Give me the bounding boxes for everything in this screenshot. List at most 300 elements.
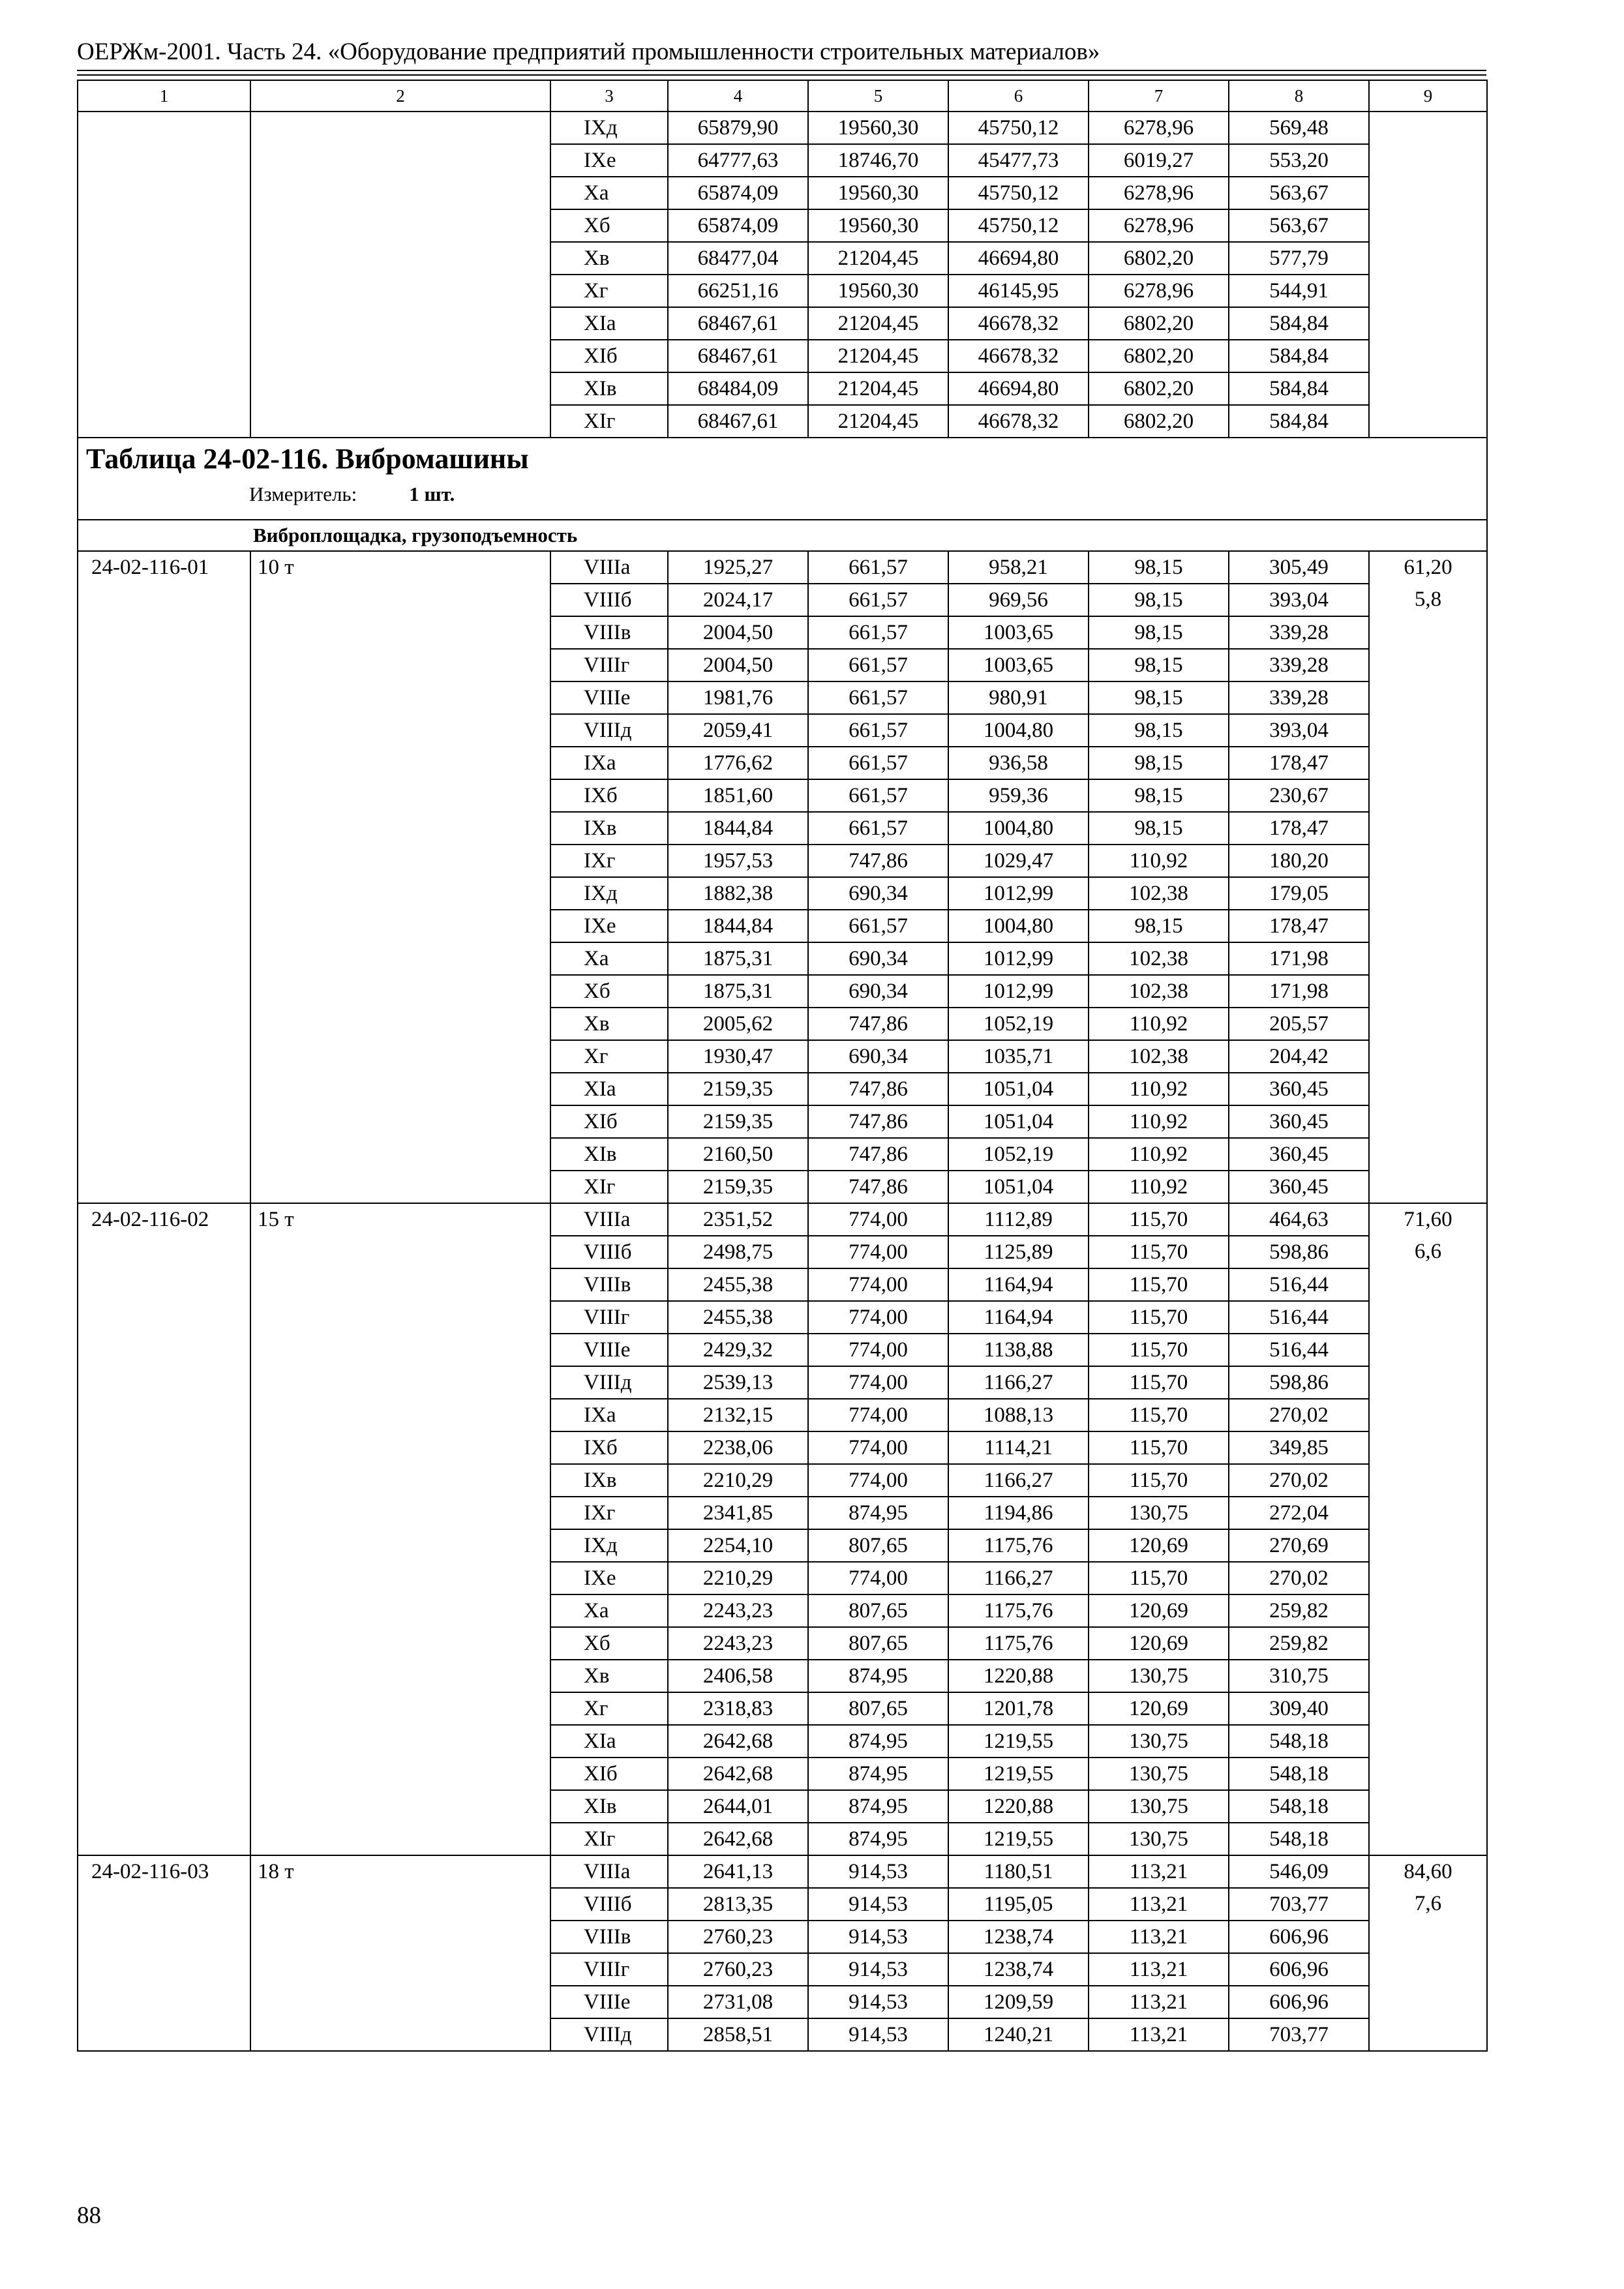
empty-cell [250, 340, 550, 372]
empty-cell [250, 714, 550, 747]
price-cell: 1240,21 [948, 2018, 1089, 2051]
empty-cell [78, 1073, 250, 1105]
price-cell: 2642,68 [668, 1758, 808, 1790]
price-cell: 959,36 [948, 779, 1089, 812]
price-cell: 1051,04 [948, 1073, 1089, 1105]
price-cell: 98,15 [1089, 649, 1229, 681]
empty-cell [1369, 1008, 1487, 1040]
row-class: Xг [550, 1692, 668, 1725]
price-cell: 68467,61 [668, 340, 808, 372]
price-cell: 393,04 [1229, 714, 1369, 747]
price-cell: 874,95 [808, 1823, 948, 1855]
empty-cell [1369, 681, 1487, 714]
price-cell: 1180,51 [948, 1855, 1089, 1888]
price-cell: 690,34 [808, 877, 948, 910]
price-cell: 2760,23 [668, 1953, 808, 1986]
empty-cell [250, 1268, 550, 1301]
row-class: Xа [550, 1594, 668, 1627]
price-cell: 2254,10 [668, 1529, 808, 1562]
price-cell: 548,18 [1229, 1790, 1369, 1823]
empty-cell [250, 584, 550, 616]
price-cell: 1052,19 [948, 1008, 1089, 1040]
empty-cell [1369, 372, 1487, 405]
table-title: Таблица 24-02-116. Вибромашины [86, 443, 529, 475]
table-row [78, 340, 1487, 372]
table-row [78, 812, 1487, 845]
price-cell: 6802,20 [1089, 307, 1229, 340]
price-cell: 6278,96 [1089, 112, 1229, 144]
column-number-row [78, 80, 1487, 112]
price-cell: 2644,01 [668, 1790, 808, 1823]
price-cell: 1209,59 [948, 1986, 1089, 2018]
table-row [78, 714, 1487, 747]
price-cell: 563,67 [1229, 209, 1369, 242]
price-cell: 360,45 [1229, 1138, 1369, 1171]
empty-cell [1369, 1594, 1487, 1627]
col9-value: 7,6 [1369, 1888, 1487, 1921]
price-cell: 914,53 [808, 1855, 948, 1888]
empty-cell [78, 1594, 250, 1627]
price-cell: 661,57 [808, 812, 948, 845]
price-cell: 661,57 [808, 910, 948, 942]
price-cell: 606,96 [1229, 1921, 1369, 1953]
row-class: IXа [550, 1399, 668, 1431]
table-row [78, 1268, 1487, 1301]
unit-value: 1 шт. [409, 483, 455, 505]
table-row [78, 1692, 1487, 1725]
row-class: VIIIв [550, 1921, 668, 1953]
row-class: VIIIг [550, 649, 668, 681]
table-row [78, 242, 1487, 275]
table-row [78, 1334, 1487, 1366]
price-cell: 21204,45 [808, 242, 948, 275]
empty-cell [78, 1823, 250, 1855]
empty-cell [78, 1921, 250, 1953]
table-row [78, 1758, 1487, 1790]
empty-cell [250, 177, 550, 209]
table-row [78, 372, 1487, 405]
price-cell: 113,21 [1089, 1986, 1229, 2018]
price-cell: 360,45 [1229, 1171, 1369, 1203]
empty-cell [250, 616, 550, 649]
price-cell: 1004,80 [948, 910, 1089, 942]
price-cell: 2455,38 [668, 1301, 808, 1334]
empty-cell [78, 209, 250, 242]
price-cell: 98,15 [1089, 584, 1229, 616]
empty-cell [78, 1725, 250, 1758]
empty-cell [250, 1758, 550, 1790]
price-cell: 577,79 [1229, 242, 1369, 275]
price-cell: 21204,45 [808, 340, 948, 372]
column-number: 7 [1089, 80, 1229, 112]
empty-cell [250, 975, 550, 1008]
price-cell: 115,70 [1089, 1203, 1229, 1236]
price-cell: 958,21 [948, 551, 1089, 584]
table-row [78, 584, 1487, 616]
empty-cell [250, 747, 550, 779]
empty-cell [250, 275, 550, 307]
table-row [78, 2018, 1487, 2051]
price-cell: 110,92 [1089, 1171, 1229, 1203]
price-cell: 690,34 [808, 1040, 948, 1073]
price-cell: 874,95 [808, 1725, 948, 1758]
empty-cell [1369, 812, 1487, 845]
price-cell: 1003,65 [948, 616, 1089, 649]
table-row [78, 1464, 1487, 1497]
price-cell: 45750,12 [948, 112, 1089, 144]
empty-cell [1369, 307, 1487, 340]
price-cell: 46694,80 [948, 242, 1089, 275]
price-cell: 774,00 [808, 1464, 948, 1497]
empty-cell [250, 372, 550, 405]
table-row [78, 1627, 1487, 1660]
price-cell: 1051,04 [948, 1171, 1089, 1203]
price-cell: 19560,30 [808, 209, 948, 242]
price-cell: 339,28 [1229, 681, 1369, 714]
price-cell: 18746,70 [808, 144, 948, 177]
empty-cell [250, 1725, 550, 1758]
price-cell: 130,75 [1089, 1758, 1229, 1790]
price-cell: 546,09 [1229, 1855, 1369, 1888]
empty-cell [78, 910, 250, 942]
price-cell: 45750,12 [948, 209, 1089, 242]
column-number: 9 [1369, 80, 1487, 112]
empty-cell [78, 584, 250, 616]
price-cell: 21204,45 [808, 307, 948, 340]
table-row [78, 551, 1487, 584]
row-class: Xа [550, 177, 668, 209]
price-cell: 305,49 [1229, 551, 1369, 584]
empty-cell [1369, 1953, 1487, 1986]
price-cell: 563,67 [1229, 177, 1369, 209]
price-cell: 774,00 [808, 1203, 948, 1236]
column-number: 8 [1229, 80, 1369, 112]
empty-cell [250, 910, 550, 942]
empty-cell [78, 1399, 250, 1431]
price-cell: 113,21 [1089, 1921, 1229, 1953]
price-cell: 98,15 [1089, 812, 1229, 845]
empty-cell [250, 1888, 550, 1921]
table-row [78, 1105, 1487, 1138]
price-cell: 1238,74 [948, 1953, 1089, 1986]
price-cell: 2858,51 [668, 2018, 808, 2051]
table-row [78, 307, 1487, 340]
empty-cell [1369, 1399, 1487, 1431]
price-cell: 1166,27 [948, 1562, 1089, 1594]
empty-cell [250, 1301, 550, 1334]
price-cell: 19560,30 [808, 275, 948, 307]
row-class: XIв [550, 1138, 668, 1171]
group-row [78, 520, 1487, 551]
price-cell: 874,95 [808, 1497, 948, 1529]
empty-cell [1369, 616, 1487, 649]
empty-cell [1369, 242, 1487, 275]
row-class: Xг [550, 275, 668, 307]
price-cell: 65879,90 [668, 112, 808, 144]
row-class: VIIIд [550, 1366, 668, 1399]
table-row [78, 1431, 1487, 1464]
row-class: Xб [550, 1627, 668, 1660]
table-row [78, 144, 1487, 177]
row-class: IXд [550, 877, 668, 910]
row-class: IXг [550, 845, 668, 877]
price-cell: 703,77 [1229, 2018, 1369, 2051]
empty-cell [250, 1008, 550, 1040]
price-cell: 115,70 [1089, 1431, 1229, 1464]
price-cell: 661,57 [808, 551, 948, 584]
empty-cell [250, 877, 550, 910]
empty-cell [78, 1431, 250, 1464]
price-cell: 1201,78 [948, 1692, 1089, 1725]
price-cell: 98,15 [1089, 551, 1229, 584]
empty-cell [1369, 209, 1487, 242]
price-cell: 464,63 [1229, 1203, 1369, 1236]
table-title-row [78, 438, 1487, 520]
price-cell: 2642,68 [668, 1823, 808, 1855]
empty-cell [250, 1921, 550, 1953]
row-class: IXв [550, 812, 668, 845]
row-class: VIIIб [550, 584, 668, 616]
table-row [78, 779, 1487, 812]
price-cell: 1088,13 [948, 1399, 1089, 1431]
row-class: XIв [550, 1790, 668, 1823]
row-class: XIб [550, 1758, 668, 1790]
price-cell: 171,98 [1229, 975, 1369, 1008]
row-class: Xв [550, 242, 668, 275]
table-row [78, 649, 1487, 681]
table-row [78, 1790, 1487, 1823]
price-cell: 2160,50 [668, 1138, 808, 1171]
price-cell: 747,86 [808, 1008, 948, 1040]
price-cell: 2731,08 [668, 1986, 808, 2018]
price-cell: 516,44 [1229, 1334, 1369, 1366]
price-cell: 2760,23 [668, 1921, 808, 1953]
price-cell: 6278,96 [1089, 275, 1229, 307]
price-cell: 774,00 [808, 1301, 948, 1334]
empty-cell [78, 1888, 250, 1921]
price-cell: 661,57 [808, 779, 948, 812]
row-class: IXб [550, 779, 668, 812]
price-cell: 130,75 [1089, 1725, 1229, 1758]
price-cell: 661,57 [808, 584, 948, 616]
price-cell: 2429,32 [668, 1334, 808, 1366]
empty-cell [250, 1105, 550, 1138]
price-cell: 115,70 [1089, 1301, 1229, 1334]
price-cell: 204,42 [1229, 1040, 1369, 1073]
empty-cell [1369, 177, 1487, 209]
price-cell: 553,20 [1229, 144, 1369, 177]
price-cell: 1125,89 [948, 1236, 1089, 1268]
empty-cell [78, 405, 250, 438]
price-cell: 747,86 [808, 1171, 948, 1203]
row-class: XIа [550, 1725, 668, 1758]
row-class: Xв [550, 1008, 668, 1040]
empty-cell [1369, 1627, 1487, 1660]
price-cell: 360,45 [1229, 1105, 1369, 1138]
price-cell: 1957,53 [668, 845, 808, 877]
empty-cell [250, 307, 550, 340]
row-class: VIIIг [550, 1953, 668, 1986]
price-cell: 19560,30 [808, 177, 948, 209]
price-cell: 1220,88 [948, 1790, 1089, 1823]
table-row [78, 910, 1487, 942]
empty-cell [1369, 1268, 1487, 1301]
price-cell: 2005,62 [668, 1008, 808, 1040]
table-row [78, 1529, 1487, 1562]
row-class: Xб [550, 209, 668, 242]
table-row [78, 1366, 1487, 1399]
price-cell: 2641,13 [668, 1855, 808, 1888]
price-cell: 2210,29 [668, 1562, 808, 1594]
table-row [78, 1855, 1487, 1888]
price-cell: 98,15 [1089, 714, 1229, 747]
empty-cell [250, 1562, 550, 1594]
empty-cell [1369, 714, 1487, 747]
price-cell: 1930,47 [668, 1040, 808, 1073]
empty-cell [250, 1497, 550, 1529]
empty-cell [1369, 1105, 1487, 1138]
price-cell: 774,00 [808, 1334, 948, 1366]
empty-cell [1369, 845, 1487, 877]
header-rule-2 [77, 74, 1486, 76]
price-cell: 703,77 [1229, 1888, 1369, 1921]
price-cell: 1004,80 [948, 812, 1089, 845]
col9-value: 84,60 [1369, 1855, 1487, 1888]
price-cell: 584,84 [1229, 405, 1369, 438]
group-title: Виброплощадка, грузоподъемность [78, 520, 1487, 551]
price-cell: 270,69 [1229, 1529, 1369, 1562]
price-cell: 1175,76 [948, 1594, 1089, 1627]
price-cell: 110,92 [1089, 1105, 1229, 1138]
empty-cell [1369, 1562, 1487, 1594]
price-cell: 272,04 [1229, 1497, 1369, 1529]
price-cell: 807,65 [808, 1627, 948, 1660]
empty-cell [78, 649, 250, 681]
row-class: XIб [550, 1105, 668, 1138]
price-cell: 339,28 [1229, 649, 1369, 681]
price-cell: 914,53 [808, 1953, 948, 1986]
price-cell: 2024,17 [668, 584, 808, 616]
price-cell: 548,18 [1229, 1758, 1369, 1790]
col9-value: 61,20 [1369, 551, 1487, 584]
price-cell: 1052,19 [948, 1138, 1089, 1171]
empty-cell [250, 1399, 550, 1431]
empty-cell [250, 1366, 550, 1399]
row-class: VIIIа [550, 1855, 668, 1888]
empty-cell [78, 242, 250, 275]
price-cell: 569,48 [1229, 112, 1369, 144]
price-cell: 774,00 [808, 1399, 948, 1431]
price-cell: 110,92 [1089, 1138, 1229, 1171]
empty-cell [250, 112, 550, 144]
price-cell: 690,34 [808, 975, 948, 1008]
price-cell: 606,96 [1229, 1953, 1369, 1986]
row-class: IXд [550, 112, 668, 144]
price-cell: 2642,68 [668, 1725, 808, 1758]
empty-cell [1369, 1301, 1487, 1334]
price-cell: 2159,35 [668, 1073, 808, 1105]
price-cell: 113,21 [1089, 1953, 1229, 1986]
price-cell: 1220,88 [948, 1660, 1089, 1692]
column-number: 6 [948, 80, 1089, 112]
row-class: IXб [550, 1431, 668, 1464]
column-number: 1 [78, 80, 250, 112]
price-cell: 1851,60 [668, 779, 808, 812]
empty-cell [1369, 877, 1487, 910]
empty-cell [1369, 942, 1487, 975]
row-class: XIв [550, 372, 668, 405]
price-cell: 1035,71 [948, 1040, 1089, 1073]
price-cell: 914,53 [808, 1986, 948, 2018]
empty-cell [78, 144, 250, 177]
price-cell: 598,86 [1229, 1236, 1369, 1268]
table-row [78, 1594, 1487, 1627]
empty-cell [1369, 1725, 1487, 1758]
price-cell: 1925,27 [668, 551, 808, 584]
empty-cell [1369, 649, 1487, 681]
price-cell: 68484,09 [668, 372, 808, 405]
row-class: VIIIе [550, 1334, 668, 1366]
empty-cell [1369, 975, 1487, 1008]
price-cell: 98,15 [1089, 779, 1229, 812]
price-cell: 98,15 [1089, 616, 1229, 649]
price-cell: 113,21 [1089, 1888, 1229, 1921]
price-cell: 6802,20 [1089, 242, 1229, 275]
empty-cell [78, 1790, 250, 1823]
item-name: 15 т [250, 1203, 550, 1236]
price-cell: 21204,45 [808, 405, 948, 438]
price-cell: 270,02 [1229, 1562, 1369, 1594]
price-cell: 259,82 [1229, 1627, 1369, 1660]
table-row [78, 275, 1487, 307]
table-row [78, 1203, 1487, 1236]
price-cell: 807,65 [808, 1594, 948, 1627]
price-cell: 1238,74 [948, 1921, 1089, 1953]
price-cell: 914,53 [808, 1921, 948, 1953]
empty-cell [78, 1366, 250, 1399]
price-cell: 179,05 [1229, 877, 1369, 910]
price-cell: 46694,80 [948, 372, 1089, 405]
price-cell: 1012,99 [948, 877, 1089, 910]
price-cell: 130,75 [1089, 1660, 1229, 1692]
price-cell: 120,69 [1089, 1594, 1229, 1627]
price-cell: 1875,31 [668, 975, 808, 1008]
empty-cell [1369, 1497, 1487, 1529]
empty-cell [78, 1758, 250, 1790]
empty-cell [78, 1627, 250, 1660]
table-row [78, 877, 1487, 910]
empty-cell [78, 812, 250, 845]
price-cell: 2059,41 [668, 714, 808, 747]
price-cell: 66251,16 [668, 275, 808, 307]
table-row [78, 845, 1487, 877]
price-cell: 115,70 [1089, 1236, 1229, 1268]
table-row [78, 1725, 1487, 1758]
empty-cell [1369, 1366, 1487, 1399]
price-table [77, 80, 1488, 2052]
row-class: Xв [550, 1660, 668, 1692]
price-cell: 1166,27 [948, 1366, 1089, 1399]
item-code: 24-02-116-03 [78, 1855, 250, 1888]
empty-cell [250, 1040, 550, 1073]
empty-cell [1369, 1823, 1487, 1855]
empty-cell [250, 242, 550, 275]
empty-cell [1369, 1660, 1487, 1692]
empty-cell [78, 1953, 250, 1986]
price-cell: 113,21 [1089, 2018, 1229, 2051]
price-cell: 874,95 [808, 1790, 948, 1823]
price-cell: 46678,32 [948, 340, 1089, 372]
